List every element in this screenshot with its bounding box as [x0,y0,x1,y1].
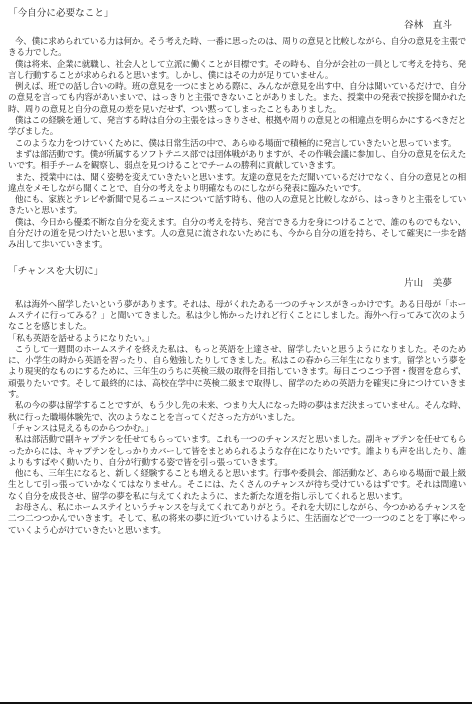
essay-1-paragraph: 他にも、家族とテレビや新聞で見るニュースについて話す時も、他の人の意見と比較しながら、はっきりと主張をしていきたいと思います。 [8,195,466,217]
essay-1-paragraph: このような力をつけていくために、僕は日常生活の中で、あらゆる場面で積極的に発言していきたいと思っています。 [14,138,457,149]
essay-2-paragraph: お母さん、私にホームステイというチャンスを与えてくれてありがとう。それを大切にしながら、今つかめるチャンスを二つ二つつかんでいきます。そして、私の将来の夢に近づいていけるように、生活面などで一つ一つのことを丁寧にやっていくよう心がけていきたいと思います。 [8,502,466,536]
essay-1-paragraph: まずは部活動です。僕が所属するソフトテニス部では団体戦がありますが、その作戦会議に参加し、自分の意見を伝えたいです。相手チームを観察し、弱点を見つけることでチームの勝利に貢献していきます。 [8,149,466,172]
essay-1 [8,8,466,252]
document-page [8,8,466,688]
essay-1-paragraph: 僕は将来、企業に就職し、社会人として立派に働くことが目標です。その時も、自分が会社の一員として考えを持ち、発言し行動することが求められると思います。しかし、僕にはその力が足りていません。 [8,59,466,81]
essay-1-paragraph: 僕はこの経験を通して、発言する時は自分の主張をはっきりさせ、根拠や周りの意見との相違点を明らかにするべきだと学びました。 [8,116,466,138]
essay-2-title: 「チャンスを大切に」 [8,265,104,277]
essay-1-paragraph: 今、僕に求められている力は何か。そう考えた時、一番に思ったのは、周りの意見と比較しながら、自分の意見を主張できる力でした。 [8,37,466,59]
essay-2-author: 片山 美夢 [404,277,452,289]
essay-2-paragraph: 私は海外へ留学したいという夢があります。それは、母がくれたある一つのチャンスがきっかけです。ある日母が「ホームステイに行ってみる？」と聞いてきました。私は少し怖かったけれど行くことにしました。海外へ行ってみて次のようなことを感じました。 [8,299,466,333]
essay-1-author: 谷林 直斗 [404,20,452,31]
essay-1-paragraph: また、授業中には、聞く姿勢を変えていきたいと思います。友達の意見をただ聞いているだけでなく、自分の意見との相違点をメモしながら聞くことで、自分の考えをより明確なものにしながら発表に臨みたいです。 [8,172,466,194]
bottom-divider [0,702,472,704]
essay-1-title: 「今自分に必要なこと」 [8,8,114,19]
essay-2-paragraph: こうして一週間のホームステイを終えた私は、もっと英語を上達させ、留学したいと思うようになりました。そのために、小学生の時から英語を習ったり、自ら勉強したりしてきました。私はこの春から三年生になります。留学という夢をより現実的なものにするために、三年生のうちに英検三級の取得を目指していきます。毎日こつこつ予習・復習を怠らず、頑張りたいです。そして最終的には、高校在学中に英検二級まで取得し、留学のための英語力を確実に身につけていきます。 [8,344,466,401]
essay-2-paragraph: 私は部活動で副キャプテンを任せてもらっています。これも一つのチャンスだと思いました。副キャプテンを任せてもらったからには、キャプテンをしっかりカバーして皆をまとめられるような存在になりたいです。誰よりも声を出したり、誰よりもすばやく動いたり、自分が行動する姿で皆を引っ張っていきます。 [8,435,466,468]
essay-2-quote: 「私も英語を話せるようになりたい。」 [8,333,154,344]
essay-2-paragraph: 私の今の夢は留学することですが、もう少し先の未来、つまり大人になった時の夢はまだ決まっていません。そんな時、秋に行った職場体験先で、次のようなことを言ってくださった方がいました。 [8,401,466,423]
essay-2-paragraph: 他にも、三年生になると、新しく経験することも増えると思います。行事や委員会、部活動など、あらゆる場面で最上級生として引っ張っていかなくてはなりません。そこには、たくさんのチャンスが待ち受けているはずです。それは間違いなく自分を成長させ、留学の夢を私に与えてくれたように、また新たな道を指し示してくれると思います。 [8,469,466,502]
essay-1-paragraph: 例えば、班での話し合いの時。班の意見を一つにまとめる際に、みんなが意見を出す中、自分は聞いているだけで、自分の意見を言っても内容があいまいで、はっきりと主張できないことがありました。また、授業中の発表で挨拶を聞かれた時、周りの意見と自分の意見の差を見いだせず、つい黙ってしまったこともありました。 [8,82,466,115]
essay-2-quote: 「チャンスは見えるものからつかむ。」 [8,423,154,434]
essay-1-paragraph: 僕は、今日から優柔不断な自分を変えます。自分の考えを持ち、発言できる力を身につけることで、誰のものでもない、自分だけの道を見つけたいと思います。人の意見に流されないためにも、今から自分の道を持ち、そして確実に一歩を踏み出して歩いていきます。 [8,217,466,251]
essay-2 [8,266,466,537]
